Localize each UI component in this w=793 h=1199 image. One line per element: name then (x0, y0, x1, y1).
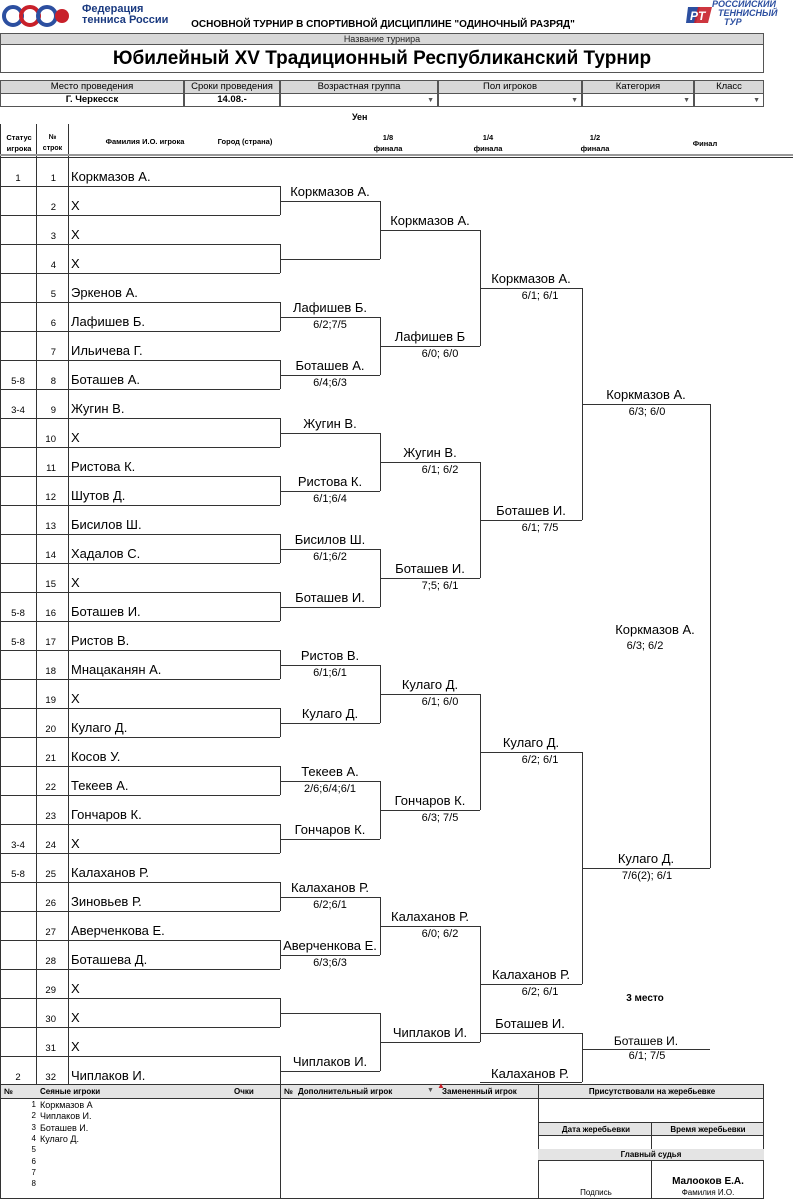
player-row-line (0, 650, 280, 651)
player-name: Бисилов Ш. (71, 517, 142, 532)
bracket-line (480, 1033, 582, 1034)
bracket-line (280, 1071, 380, 1072)
seed-number: 3 (31, 1122, 36, 1132)
bracket-line (280, 607, 380, 608)
player-row-number: 13 (45, 521, 56, 532)
player-status: 5-8 (11, 637, 25, 648)
r2-winner-name: Гончаров К. (394, 792, 466, 808)
status-header: Статус игрока (6, 133, 32, 153)
signature-label: Подпись (580, 1188, 612, 1197)
player-row-number: 30 (45, 1014, 56, 1025)
bracket-line (582, 868, 710, 869)
draw-date-label: Дата жеребьевки (561, 1125, 631, 1134)
r2-score: 6/0; 6/0 (421, 347, 459, 360)
player-row-line (0, 186, 280, 187)
player-row-number: 10 (45, 434, 56, 445)
r3-winner-name: Боташев И. (496, 502, 566, 518)
player-name: Кулаго Д. (71, 720, 128, 735)
player-status: 3-4 (11, 840, 25, 851)
seed-number: 2 (31, 1111, 36, 1121)
player-name: Текеев А. (71, 778, 129, 793)
player-row-number: 9 (50, 405, 56, 416)
rtt-name-line2: ТЕННИСНЫЙ (718, 8, 778, 18)
r1-score: 6/3;6/3 (313, 956, 347, 969)
player-name: Боташев А. (71, 372, 140, 387)
player-name: Косов У. (71, 749, 121, 764)
r2-score: 7;5; 6/1 (421, 579, 459, 592)
player-row-number: 32 (45, 1072, 56, 1083)
player-row-number: 4 (50, 260, 56, 271)
r3-winner-name: Коркмазов А. (491, 270, 571, 286)
federation-name-line1: Федерация (82, 3, 144, 15)
r16-header: 1/8 финала (373, 133, 403, 153)
player-row-line (0, 853, 280, 854)
player-row-number: 25 (45, 869, 56, 880)
bracket-line (380, 230, 480, 231)
player-row-number: 5 (50, 289, 56, 300)
third-place-score: 6/1; 7/5 (628, 1049, 666, 1062)
player-row-line (0, 389, 280, 390)
third-place-player-b: Калаханов Р. (491, 1065, 569, 1081)
player-row-number: 15 (45, 579, 56, 590)
bracket-line (280, 259, 380, 260)
champion-name: Коркмазов А. (615, 621, 695, 637)
bracket-line (380, 1042, 480, 1043)
seed-player-name: Кулаго Д. (40, 1133, 79, 1144)
bracket-line (280, 433, 380, 434)
player-name: Х (71, 1010, 80, 1025)
r2-winner-name: Калаханов Р. (391, 908, 469, 924)
class-select[interactable] (694, 94, 764, 107)
third-place-label: 3 место (626, 992, 664, 1004)
player-row-line (0, 244, 280, 245)
city-header: Город (страна) (217, 137, 273, 146)
bracket-line (480, 520, 582, 521)
player-row-line (0, 708, 280, 709)
bracket-line (280, 549, 380, 550)
player-name: Х (71, 256, 80, 271)
player-name: Чиплаков И. (71, 1068, 146, 1083)
r3-score: 6/1; 6/1 (521, 289, 559, 302)
r1-winner-name: Боташев И. (295, 589, 365, 605)
player-row-line (0, 418, 280, 419)
r4-winner-name: Кулаго Д. (617, 850, 675, 866)
player-status: 5-8 (11, 376, 25, 387)
bracket-line (280, 665, 380, 666)
bracket-line (480, 288, 582, 289)
bracket-line (380, 462, 480, 463)
player-status: 5-8 (11, 608, 25, 619)
player-row-number: 14 (45, 550, 56, 561)
player-row-line (0, 215, 280, 216)
r1-winner-name: Текеев А. (301, 763, 359, 779)
r1-winner-name: Бисилов Ш. (294, 531, 366, 547)
chief-referee-label: Главный судья (620, 1150, 682, 1159)
player-row-number: 21 (45, 753, 56, 764)
bracket-line (380, 926, 480, 927)
player-row-number: 20 (45, 724, 56, 735)
main-heading: ОСНОВНОЙ ТУРНИР В СПОРТИВНОЙ ДИСЦИПЛИНЕ "ОДИНОЧНЫЙ РАЗРЯД" (191, 19, 575, 30)
player-row-line (0, 273, 280, 274)
age-group-select[interactable] (280, 94, 438, 107)
dates-value: 14.08.- (184, 94, 280, 107)
federation-name-line2: тенниса России (82, 14, 169, 26)
player-row-line (0, 476, 280, 477)
player-name: Х (71, 198, 80, 213)
player-name: Гончаров К. (71, 807, 142, 822)
r1-winner-name: Коркмазов А. (290, 183, 370, 199)
seeds-header: Сеяные игроки (40, 1087, 101, 1096)
r2-score: 6/1; 6/2 (421, 463, 459, 476)
r3-winner-name: Калаханов Р. (492, 966, 570, 982)
player-name: Боташев И. (71, 604, 141, 619)
player-row-line (0, 563, 280, 564)
r1-winner-name: Чиплаков И. (292, 1053, 368, 1069)
r1-winner-name: Ристова К. (297, 473, 363, 489)
gender-select[interactable] (438, 94, 582, 107)
r1-score: 6/1;6/2 (313, 550, 347, 563)
seed-number: 1 (31, 1100, 36, 1109)
r3-score: 6/2; 6/1 (521, 753, 559, 766)
class-label: Класс (694, 80, 764, 94)
player-row-number: 16 (45, 608, 56, 619)
r1-score: 6/1;6/4 (313, 492, 347, 505)
r2-score: 6/0; 6/2 (421, 927, 459, 940)
player-name: Жугин В. (71, 401, 125, 416)
draw-time-label: Время жеребьевки (670, 1125, 746, 1134)
referee-short: Уен (352, 112, 368, 122)
player-row-number: 18 (45, 666, 56, 677)
player-row-line (0, 1056, 280, 1057)
r4-winner-name: Коркмазов А. (606, 386, 686, 402)
r1-winner-name: Ристов В. (300, 647, 360, 663)
player-row-line (0, 766, 280, 767)
player-name: Х (71, 836, 80, 851)
r1-winner-name: Кулаго Д. (301, 705, 359, 721)
r2-winner-name: Жугин В. (403, 444, 457, 460)
sf-header: 1/2 финала (580, 133, 610, 153)
venue-value: Г. Черкесск (0, 94, 184, 107)
alt-player-dropdown-icon[interactable]: ▼ (427, 1087, 434, 1094)
bracket-line (280, 201, 380, 202)
r1-winner-name: Гончаров К. (294, 821, 366, 837)
player-name: Х (71, 981, 80, 996)
r1-score: 6/2;7/5 (313, 318, 347, 331)
rtt-name-line3: ТУР (724, 17, 742, 27)
qf-header: 1/4 финала (473, 133, 503, 153)
player-row-line (0, 737, 280, 738)
r3-score: 6/2; 6/1 (521, 985, 559, 998)
r1-winner-name: Жугин В. (303, 415, 357, 431)
r4-score: 6/3; 6/0 (628, 405, 666, 418)
bracket-line (380, 810, 480, 811)
player-name: Х (71, 691, 80, 706)
r2-winner-name: Коркмазов А. (390, 212, 470, 228)
r2-winner-name: Чиплаков И. (392, 1024, 468, 1040)
gender-label: Пол игроков (438, 80, 582, 94)
player-row-line (0, 1027, 280, 1028)
venue-label: Место проведения (0, 80, 184, 94)
player-row-number: 26 (45, 898, 56, 909)
bracket-line (280, 317, 380, 318)
seed-number: 5 (31, 1145, 36, 1155)
present-header: Присутствовали на жеребьевке (588, 1087, 716, 1096)
player-name-header: Фамилия И.О. игрока (105, 137, 185, 146)
chevron-down-icon: ▼ (683, 97, 690, 104)
player-name: Эркенов А. (71, 285, 138, 300)
footer-no-header: № (4, 1087, 13, 1096)
seed-player-name: Боташев И. (40, 1122, 89, 1133)
player-name: Хадалов С. (71, 546, 141, 561)
player-row-line (0, 447, 280, 448)
player-name: Ристова К. (71, 459, 136, 474)
player-row-number: 19 (45, 695, 56, 706)
age-group-label: Возрастная группа (280, 80, 438, 94)
bracket-line (280, 897, 380, 898)
row-number-header: № строк (42, 134, 63, 152)
player-row-number: 27 (45, 927, 56, 938)
player-row-line (0, 360, 280, 361)
player-row-line (0, 911, 280, 912)
player-row-line (0, 998, 280, 999)
player-row-line (0, 302, 280, 303)
footer-panel (0, 1084, 764, 1199)
alt-no-header: № (284, 1087, 293, 1096)
player-name: Х (71, 575, 80, 590)
player-status: 1 (15, 173, 21, 184)
replaced-player-header: Замененный игрок (442, 1087, 517, 1096)
player-row-line (0, 505, 280, 506)
dates-label: Сроки проведения (184, 80, 280, 94)
bracket-line (280, 781, 380, 782)
player-name: Х (71, 227, 80, 242)
r4-score: 7/6(2); 6/1 (621, 869, 673, 882)
r2-winner-name: Боташев И. (395, 560, 465, 576)
category-label: Категория (582, 80, 694, 94)
r1-score: 6/1;6/1 (313, 666, 347, 679)
bracket-line (582, 404, 710, 405)
player-name: Х (71, 1039, 80, 1054)
tournament-title: Юбилейный XV Традиционный Республиканский Турнир (0, 45, 764, 73)
rtt-emblem-icon (686, 3, 712, 27)
r3-score: 6/1; 7/5 (521, 521, 559, 534)
r1-score: 6/2;6/1 (313, 898, 347, 911)
player-name: Х (71, 430, 80, 445)
bracket-line (380, 346, 480, 347)
player-row-line (0, 621, 280, 622)
seed-player-name: Чиплаков И. (40, 1111, 92, 1122)
chevron-down-icon: ▼ (427, 97, 434, 104)
r3-winner-name: Кулаго Д. (502, 734, 560, 750)
player-row-line (0, 940, 280, 941)
player-row-line (0, 331, 280, 332)
player-name: Зиновьев Р. (71, 894, 142, 909)
player-row-number: 28 (45, 956, 56, 967)
r1-winner-name: Аверченкова Е. (283, 937, 377, 953)
bracket-line (480, 984, 582, 985)
player-name: Мнацаканян А. (71, 662, 162, 677)
player-name: Шутов Д. (71, 488, 126, 503)
rtt-name-line1: РОССИЙСКИЙ (712, 0, 776, 9)
player-name: Ристов В. (71, 633, 130, 648)
player-row-line (0, 795, 280, 796)
r1-winner-name: Лафишев Б. (292, 299, 368, 315)
player-row-number: 3 (50, 231, 56, 242)
player-row-line (0, 534, 280, 535)
player-row-number: 7 (50, 347, 56, 358)
seed-number: 6 (31, 1156, 36, 1166)
seed-number: 4 (31, 1133, 36, 1143)
player-row-number: 11 (46, 463, 56, 474)
bracket-line (480, 1082, 582, 1083)
player-row-number: 6 (50, 318, 56, 329)
bracket-line (280, 955, 380, 956)
player-row-number: 24 (45, 840, 56, 851)
final-header: Финал (692, 139, 718, 148)
player-row-number: 8 (50, 376, 56, 387)
player-row-line (0, 882, 280, 883)
chevron-down-icon: ▼ (753, 97, 760, 104)
svg-text:PT: PT (690, 9, 706, 23)
chief-referee-name: Малооков Е.А. (672, 1176, 744, 1187)
bracket-line (280, 491, 380, 492)
r1-score: 2/6;6/4;6/1 (304, 782, 356, 795)
player-row-line (0, 592, 280, 593)
player-row-number: 17 (45, 637, 56, 648)
player-row-number: 12 (45, 492, 56, 503)
r2-winner-name: Лафишев Б (394, 328, 466, 344)
federation-rings-icon (2, 5, 72, 27)
bracket-line (480, 752, 582, 753)
bracket-line (380, 694, 480, 695)
seed-number: 8 (31, 1179, 36, 1189)
r1-winner-name: Калаханов Р. (291, 879, 369, 895)
bracket-line (280, 375, 380, 376)
player-row-number: 29 (45, 985, 56, 996)
bracket-line (280, 723, 380, 724)
player-name: Лафишев Б. (71, 314, 146, 329)
player-row-line (0, 679, 280, 680)
player-row-line (0, 969, 280, 970)
player-name: Ильичева Г. (71, 343, 143, 358)
federation-logo (2, 3, 182, 28)
rtt-logo (686, 0, 790, 30)
player-name: Калаханов Р. (71, 865, 149, 880)
chevron-down-icon: ▼ (571, 97, 578, 104)
name-label: Фамилия И.О. (681, 1188, 735, 1197)
tournament-name-label: Название турнира (0, 33, 764, 45)
third-place-winner: Боташев И. (613, 1033, 679, 1048)
category-select[interactable] (582, 94, 694, 107)
player-status: 2 (15, 1072, 21, 1083)
comment-marker-icon: ▲ (437, 1081, 445, 1090)
player-row-number: 23 (45, 811, 56, 822)
champion-score: 6/3; 6/2 (626, 639, 664, 652)
r1-score: 6/4;6/3 (313, 376, 347, 389)
bracket-line (280, 839, 380, 840)
alt-player-header: Дополнительный игрок (298, 1087, 393, 1096)
player-status: 5-8 (11, 869, 25, 880)
player-name: Коркмазов А. (71, 169, 151, 184)
player-row-line (0, 824, 280, 825)
r1-winner-name: Боташев А. (295, 357, 365, 373)
points-header: Очки (234, 1087, 254, 1096)
player-status: 3-4 (11, 405, 25, 416)
player-row-number: 22 (45, 782, 56, 793)
player-row-number: 31 (45, 1043, 56, 1054)
column-header-row (0, 124, 793, 158)
player-row-number: 1 (50, 173, 56, 184)
r2-score: 6/1; 6/0 (421, 695, 459, 708)
player-row-number: 2 (50, 202, 56, 213)
third-place-player-a: Боташев И. (495, 1015, 565, 1031)
player-name: Аверченкова Е. (71, 923, 165, 938)
bracket-line (380, 578, 480, 579)
r2-score: 6/3; 7/5 (421, 811, 459, 824)
player-name: Боташева Д. (71, 952, 148, 967)
seed-number: 7 (31, 1167, 36, 1177)
r2-winner-name: Кулаго Д. (401, 676, 459, 692)
bracket-line (280, 1013, 380, 1014)
seed-player-name: Коркмазов А (40, 1100, 93, 1110)
